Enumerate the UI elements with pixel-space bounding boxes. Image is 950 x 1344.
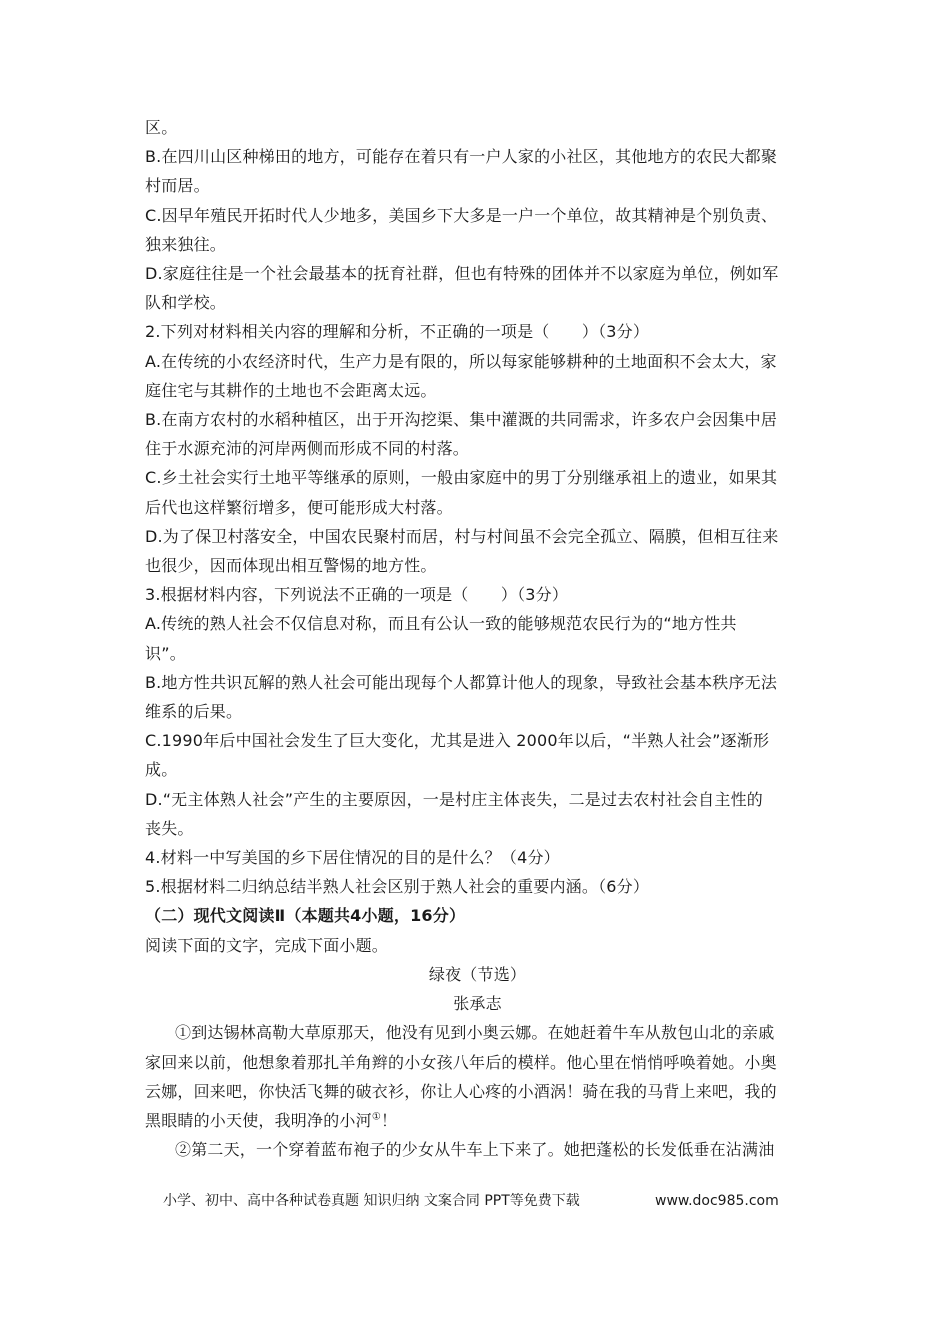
story-text: ！	[380, 1110, 398, 1130]
story-author: 张承志	[453, 994, 502, 1014]
footer-text: 小学、初中、高中各种试卷真题 知识归纳 文案合同 PPT等免费下载	[163, 1193, 580, 1209]
option-c-line: C.乡土社会实行土地平等继承的原则，一般由家庭中的男丁分别继承祖上的遗业，如果其	[145, 468, 778, 488]
text-line: 识”。	[145, 643, 186, 663]
text-line: 区。	[145, 118, 178, 137]
footer-url: www.doc985.com	[655, 1193, 779, 1209]
story-title: 绿夜（节选）	[428, 964, 527, 984]
option-d-line: D.为了保卫村落安全，中国农民聚村而居，村与村间虽不会完全孤立、隔膜，但相互往来	[145, 526, 779, 546]
section-instruction: 阅读下面的文字，完成下面小题。	[145, 935, 389, 955]
option-a-line: A.传统的熟人社会不仅信息对称，而且有公认一致的能够规范农民行为的“地方性共	[145, 614, 737, 634]
document-body	[145, 113, 810, 1164]
story-text: 黑眼睛的小天使，我明净的小河	[145, 1110, 372, 1130]
option-b-line: B.在四川山区种梯田的地方，可能存在着只有一户人家的小社区，其他地方的农民大都聚	[145, 147, 778, 167]
text-line: 庭住宅与其耕作的土地也不会距离太远。	[145, 380, 437, 400]
text-line: 村而居。	[145, 176, 210, 196]
story-paragraph-line: ①到达锡林高勒大草原那天，他没有见到小奥云娜。在她赶着牛车从敖包山北的亲戚	[175, 1023, 775, 1043]
story-paragraph-line: 云娜，回来吧，你快活飞舞的破衣衫，你让人心疼的小酒涡！骑在我的马背上来吧，我的	[145, 1081, 777, 1101]
option-a-line: A.在传统的小农经济时代，生产力是有限的，所以每家能够耕种的土地面积不会太大，家	[145, 351, 777, 371]
text-line: 成。	[145, 760, 178, 780]
text-line: 也很少，因而体现出相互警惕的地方性。	[145, 556, 437, 576]
text-line: 队和学校。	[145, 293, 227, 313]
section-title: （二）现代文阅读Ⅱ（本题共4小题，16分）	[145, 906, 466, 926]
option-b-line: B.在南方农村的水稻种植区，出于开沟挖渠、集中灌溉的共同需求，许多农户会因集中居	[145, 410, 778, 430]
footnote-marker: ①	[371, 1111, 381, 1123]
option-c-line: C.1990年后中国社会发生了巨大变化，尤其是进入 2000年以后，“半熟人社会”逐渐形	[145, 731, 770, 751]
text-line: 独来独往。	[145, 234, 227, 254]
text-line: 维系的后果。	[145, 702, 243, 722]
text-line: 后代也这样繁衍增多，便可能形成大村落。	[145, 497, 453, 517]
story-paragraph-line	[145, 1106, 810, 1135]
story-paragraph-line: ②第二天，一个穿着蓝布袍子的少女从牛车上下来了。她把蓬松的长发低垂在沾满油	[175, 1140, 775, 1160]
question-2: 2.下列对材料相关内容的理解和分析，不正确的一项是（ ）（3分）	[145, 322, 650, 342]
question-3: 3.根据材料内容，下列说法不正确的一项是（ ）（3分）	[145, 585, 569, 605]
text-line: 丧失。	[145, 818, 194, 838]
option-d-line: D.家庭往往是一个社会最基本的抚育社群，但也有特殊的团体并不以家庭为单位，例如军	[145, 264, 779, 284]
text-line: 住于水源充沛的河岸两侧而形成不同的村落。	[145, 439, 470, 459]
question-4: 4.材料一中写美国的乡下居住情况的目的是什么？（4分）	[145, 848, 560, 868]
question-5: 5.根据材料二归纳总结半熟人社会区别于熟人社会的重要内涵。（6分）	[145, 877, 650, 897]
option-c-line: C.因早年殖民开拓时代人少地多，美国乡下大多是一户一个单位，故其精神是个别负责、	[145, 205, 778, 225]
option-d-line: D.“无主体熟人社会”产生的主要原因，一是村庄主体丧失，二是过去农村社会自主性的	[145, 789, 763, 809]
story-paragraph-line: 家回来以前，他想象着那扎羊角辫的小女孩八年后的模样。他心里在悄悄呼唤着她。小奥	[145, 1052, 777, 1072]
option-b-line: B.地方性共识瓦解的熟人社会可能出现每个人都算计他人的现象，导致社会基本秩序无法	[145, 672, 778, 692]
